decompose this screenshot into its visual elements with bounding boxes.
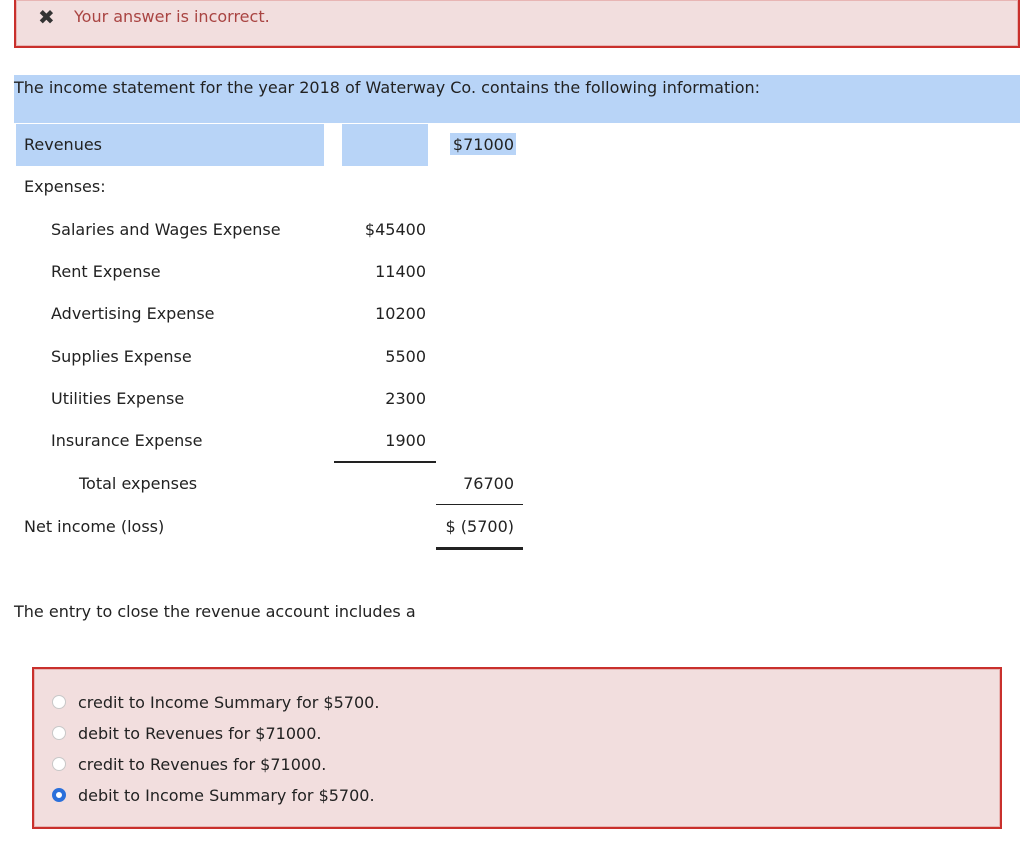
- feedback-message: Your answer is incorrect.: [74, 7, 270, 26]
- question-text: The entry to close the revenue account includes a: [14, 602, 416, 621]
- net-income-label: Net income (loss): [24, 517, 165, 536]
- answer-options-box: [32, 667, 1002, 829]
- expense-label: Supplies Expense: [51, 347, 192, 366]
- expense-label: Rent Expense: [51, 262, 161, 281]
- radio-button[interactable]: [52, 695, 66, 709]
- revenues-value: $71000: [452, 135, 514, 154]
- expense-value: 2300: [385, 389, 426, 408]
- expense-value: 10200: [375, 304, 426, 323]
- option-label: debit to Revenues for $71000.: [78, 723, 322, 743]
- radio-button[interactable]: [52, 757, 66, 771]
- answer-option[interactable]: [52, 751, 326, 777]
- total-rule: [436, 504, 523, 505]
- close-icon: ✖: [38, 5, 55, 29]
- subtotal-rule: [334, 461, 436, 463]
- expense-label: Insurance Expense: [51, 431, 203, 450]
- expense-label: Utilities Expense: [51, 389, 185, 408]
- revenues-label: Revenues: [24, 135, 103, 154]
- expense-label: Salaries and Wages Expense: [51, 220, 281, 239]
- answer-option-selected[interactable]: [52, 782, 375, 808]
- expense-value: 11400: [375, 262, 426, 281]
- total-expenses-label: Total expenses: [79, 474, 198, 493]
- expense-value: 5500: [385, 347, 426, 366]
- radio-button[interactable]: [52, 726, 66, 740]
- net-income-value: $ (5700): [445, 517, 514, 536]
- radio-button-selected[interactable]: [52, 788, 66, 802]
- intro-text: The income statement for the year 2018 of Waterway Co. contains the following information:: [14, 78, 761, 97]
- feedback-banner: [14, 0, 1020, 48]
- total-expenses-value: 76700: [463, 474, 514, 493]
- expense-value: 1900: [385, 431, 426, 450]
- expense-value: $45400: [364, 220, 426, 239]
- option-label: credit to Revenues for $71000.: [78, 754, 327, 774]
- answer-option[interactable]: [52, 720, 321, 746]
- expenses-label: Expenses:: [24, 177, 106, 196]
- answer-option[interactable]: [52, 689, 379, 715]
- option-label: credit to Income Summary for $5700.: [78, 692, 380, 712]
- option-label: debit to Income Summary for $5700.: [78, 785, 375, 805]
- revenues-mid-highlight: [342, 124, 428, 166]
- expense-label: Advertising Expense: [51, 304, 215, 323]
- net-income-double-rule: [436, 547, 523, 550]
